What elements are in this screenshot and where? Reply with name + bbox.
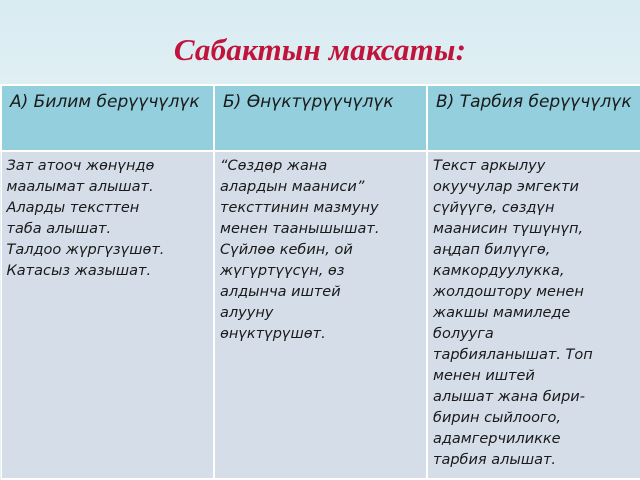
cell-knowledge-line: Зат атооч жөнүндө [6,158,155,174]
table-body-row [1,151,640,479]
header-knowledge: А) Билим берүүчүлүк [1,85,214,151]
cell-developmental-line: алдынча иштей [220,284,341,300]
cell-developmental-line: өнүктүрүшөт. [220,326,326,342]
cell-developmental-line: алардын мааниси” [220,179,365,195]
cell-educational-line: сүйүүгө, сөздүн [433,200,555,216]
slide-title: Сабактын максаты: [173,32,467,67]
header-educational: В) Тарбия берүүчүлүк [427,85,640,151]
cell-developmental-line: “Сөздөр жана [220,158,328,174]
cell-developmental [214,151,427,479]
cell-educational-line: болууга [433,326,494,342]
cell-developmental-line: менен таанышышат. [220,221,380,237]
cell-educational-line: менен иштей [433,368,535,384]
cell-educational-line: тарбияланышат. Топ [433,347,593,363]
cell-developmental-line: алууну [220,305,274,321]
cell-educational-line: окуучулар эмгекти [433,179,579,195]
cell-developmental-line: жүгүртүүсүн, өз [220,263,345,279]
cell-knowledge-line: Катасыз жазышат. [6,263,152,279]
cell-educational-line: жолдоштору менен [433,284,584,300]
cell-knowledge [1,151,214,479]
cell-educational-line: алышат жана бири- [433,389,585,405]
cell-knowledge-line: Аларды тексттен [6,200,140,216]
cell-educational-line: маанисин түшүнүп, [433,221,584,237]
cell-educational-line: жакшы мамиледе [433,305,571,321]
cell-educational [427,151,640,479]
cell-developmental-line: тексттинин мазмуну [220,200,379,216]
cell-educational-line: Текст аркылуу [433,158,546,174]
cell-educational-line: бирин сыйлоого, [433,410,562,426]
cell-knowledge-line: таба алышат. [6,221,112,237]
table-header-row [1,85,640,151]
cell-developmental-line: Сүйлөө кебин, ой [220,242,353,258]
cell-educational-line: тарбия алышат. [433,452,557,468]
cell-educational-line: адамгерчиликке [433,431,561,447]
cell-educational-line: аңдап билүүгө, [433,242,551,258]
lesson-goals-table [0,84,640,480]
cell-educational-line: камкордуулукка, [433,263,565,279]
cell-knowledge-line: Талдоо жүргүзүшөт. [6,242,165,258]
cell-knowledge-line: маалымат алышат. [6,179,154,195]
header-developmental: Б) Өнүктүрүүчүлүк [214,85,427,151]
